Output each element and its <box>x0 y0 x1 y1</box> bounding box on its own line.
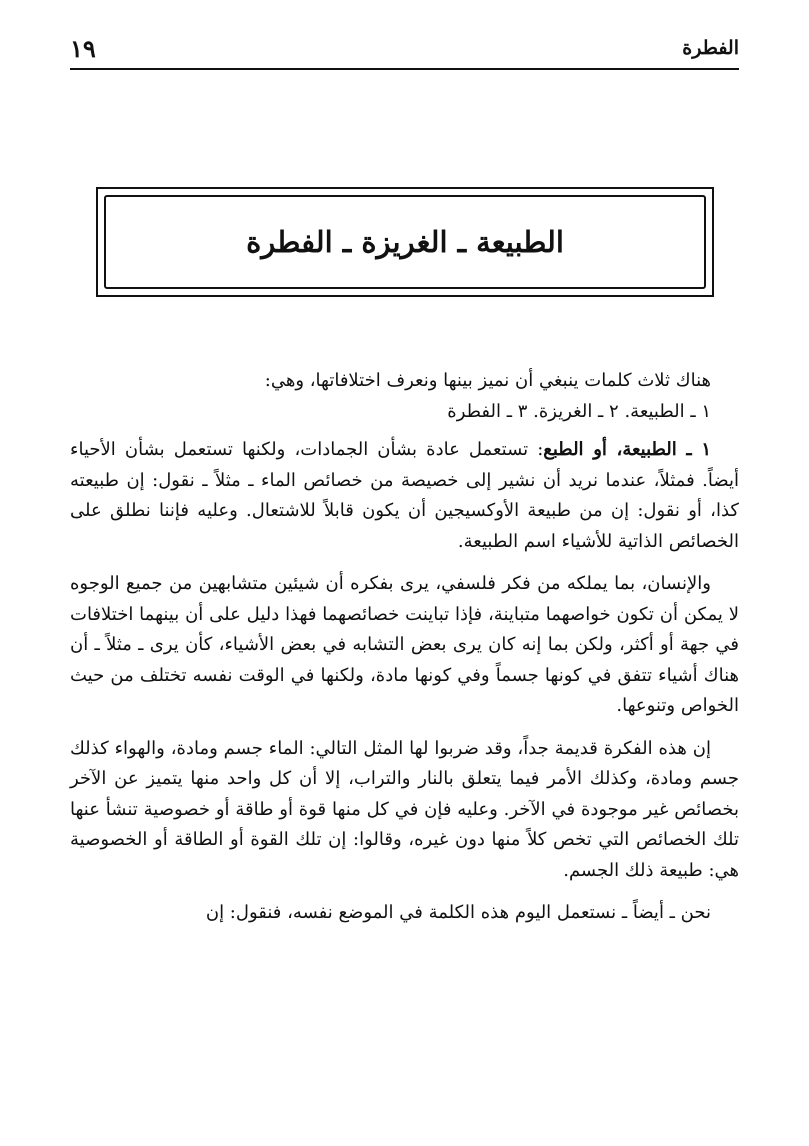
header-rule <box>70 68 739 70</box>
term-nature-lead: ١ ـ الطبيعة، أو الطبع <box>543 439 711 460</box>
paragraph-nature <box>70 435 739 557</box>
body-text <box>70 366 739 1126</box>
intro-line: هناك ثلاث كلمات ينبغي أن نميز بينها ونعرف اختلافاتها، وهي: <box>264 370 711 391</box>
running-title: الفطرة <box>682 37 739 59</box>
paragraph-today-usage: نحن ـ أيضاً ـ نستعمل اليوم هذه الكلمة في الموضع نفسه، فنقول: إن <box>205 902 711 923</box>
chapter-title-frame <box>96 187 714 297</box>
paragraph-human-thought: والإنسان، بما يملكه من فكر فلسفي، يرى بفكره أن شيئين متشابهين من جميع الوجوه لا يمكن أن تكون خواصهما متباينة، فإذا تباينت خصائصهما فهذا دليل على أن بينهما اختلافات في جهة أو أكثر، ولكن بما إنه كان يرى بعض التشابه في بعض الأشياء، كأن يرى ـ مثلاً ـ أن هناك أشياء تتفق في كونها جسماً وفي كونها مادة، ولكنها في الوقت نفسه تختلف من حيث الخواص وتنوعها. <box>70 573 739 716</box>
intro-list: ١ ـ الطبيعة. ٢ ـ الغريزة. ٣ ـ الفطرة <box>447 400 711 422</box>
chapter-title: الطبيعة ـ الغريزة ـ الفطرة <box>246 225 564 259</box>
page-number: ١٩ <box>70 33 96 63</box>
paragraph-nature-body: : تستعمل عادة بشأن الجمادات، ولكنها تستعمل بشأن الأحياء أيضاً. فمثلاً، عندما نريد أن نشير إلى خصيصة من خصائص الماء ـ مثلاً ـ نقول: إن طبيعته كذا، أو نقول: إن من طبيعة الأوكسيجين أن يكون قابلاً للاشتعال. وعليه فإننا نطلق على الخصائص الذاتية للأشياء اسم الطبيعة. <box>70 439 739 552</box>
paragraph-ancient-idea: إن هذه الفكرة قديمة جداً، وقد ضربوا لها المثل التالي: الماء جسم ومادة، والهواء كذلك جسم ومادة، وكذلك الأمر فيما يتعلق بالنار والتراب، إلا أن كل واحد منها يتميز عن الآخر بخصائص غير موجودة في الآخر. وعليه فإن في كل منها قوة أو طاقة أو خصوصية تنشأ عنها تلك الخصائص التي تخص كلاً منها دون غيره، وقالوا: إن تلك القوة أو الطاقة أو الخصوصية هي: طبيعة ذلك الجسم. <box>70 737 739 881</box>
page-header <box>70 30 739 66</box>
